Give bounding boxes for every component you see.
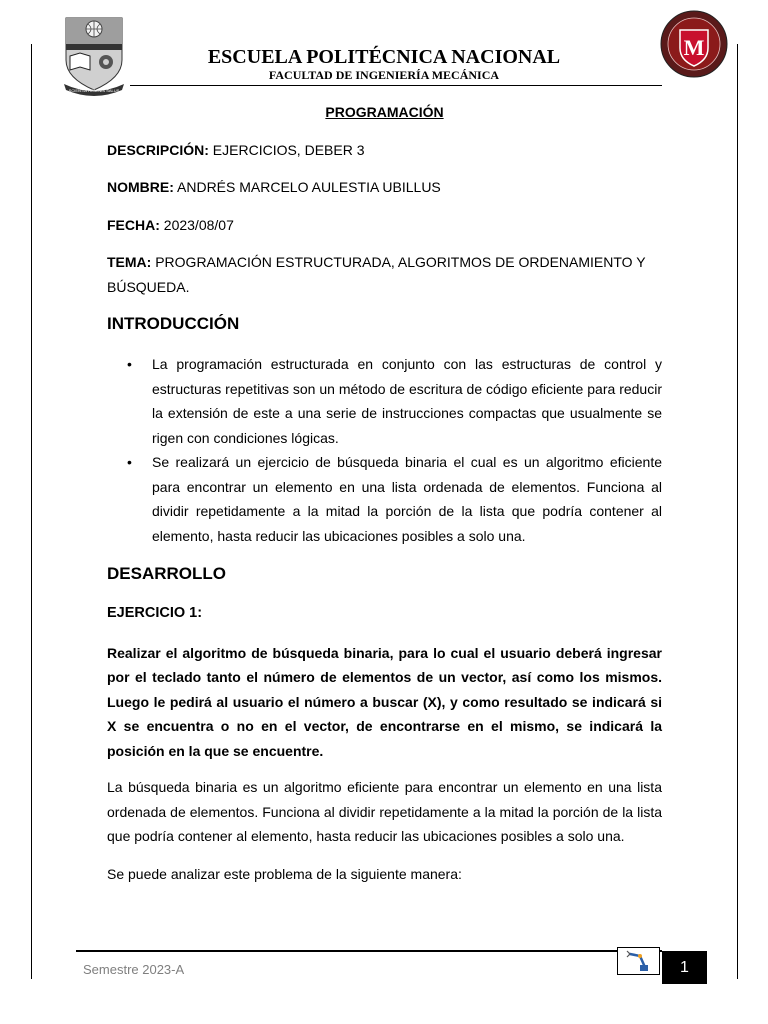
page-number: 1 <box>662 951 707 984</box>
field-date <box>107 213 662 238</box>
subject-title: PROGRAMACIÓN <box>325 104 444 120</box>
footer-rule <box>76 950 662 952</box>
field-value: ANDRÉS MARCELO AULESTIA UBILLUS <box>177 179 441 195</box>
exercise-heading: EJERCICIO 1: <box>107 605 203 621</box>
exercise-statement: Realizar el algoritmo de búsqueda binaria, para lo cual el usuario deberá ingresar por el teclado tanto el número de elementos de un vector, así como los mismos. Luego le pedirá al usuario el número a buscar (X), y como resultado se indicará si X se encuentra o no en el vector, de encontrarse en el mismo, se indicará la posición en la que se encuentre. <box>107 644 662 759</box>
left-margin-line <box>31 44 32 979</box>
robot-arm-icon <box>617 947 660 975</box>
institution-name: ESCUELA POLITÉCNICA NACIONAL <box>207 46 561 68</box>
epn-logo-icon <box>62 16 126 98</box>
list-item <box>107 352 662 450</box>
seal-motto: SCIENTIA HOMINIS SALUS <box>68 88 120 93</box>
paragraph-binary-search: La búsqueda binaria es un algoritmo eficiente para encontrar un elemento en una lista ordenada de elementos. Funciona al dividir repetidamente a la mitad la porción de la lista que podría contener al elemento, hasta reducir las ubicaciones posibles a solo una. <box>107 779 662 844</box>
right-margin-line <box>737 44 738 979</box>
field-label: TEMA: <box>107 254 152 270</box>
field-topic <box>107 250 662 299</box>
bullet-icon: • <box>127 356 132 372</box>
bullet-icon: • <box>127 454 132 470</box>
field-description <box>107 138 662 163</box>
field-value: PROGRAMACIÓN ESTRUCTURADA, ALGORITMOS DE ORDENAMIENTO Y BÚSQUEDA. <box>107 254 646 295</box>
list-item-text: Se realizará un ejercicio de búsqueda binaria el cual es un algoritmo eficiente para encontrar un elemento en una lista ordenada de elementos. Funciona al dividir repetidamente a la mitad la porción de la lista que podría contener al elemento, hasta reducir las ubicaciones posibles a solo una. <box>152 454 662 544</box>
faculty-name: FACULTAD DE INGENIERÍA MECÁNICA <box>268 68 500 82</box>
list-item-text: La programación estructurada en conjunto con las estructuras de control y estructuras repetitivas son un método de escritura de código eficiente para reducir la extensión de este a una serie de instrucciones compactas que usualmente se rigen con condiciones lógicas. <box>152 356 662 446</box>
badge-letter: M <box>683 35 705 60</box>
paragraph-analysis: Se puede analizar este problema de la siguiente manera: <box>107 865 462 882</box>
field-label: FECHA: <box>107 216 160 233</box>
list-item <box>107 450 662 548</box>
field-value: EJERCICIOS, DEBER 3 <box>212 141 365 158</box>
intro-list <box>107 352 662 548</box>
document-body <box>107 100 662 886</box>
field-label: NOMBRE: <box>107 179 174 195</box>
footer-semester: Semestre 2023-A <box>83 962 185 977</box>
field-value: 2023/08/07 <box>163 216 234 233</box>
intro-heading: INTRODUCCIÓN <box>107 314 240 333</box>
development-heading: DESARROLLO <box>107 564 226 583</box>
header-rule <box>130 85 662 86</box>
faculty-badge-icon <box>660 10 728 78</box>
field-name <box>107 175 662 200</box>
field-label: DESCRIPCIÓN: <box>107 141 209 158</box>
